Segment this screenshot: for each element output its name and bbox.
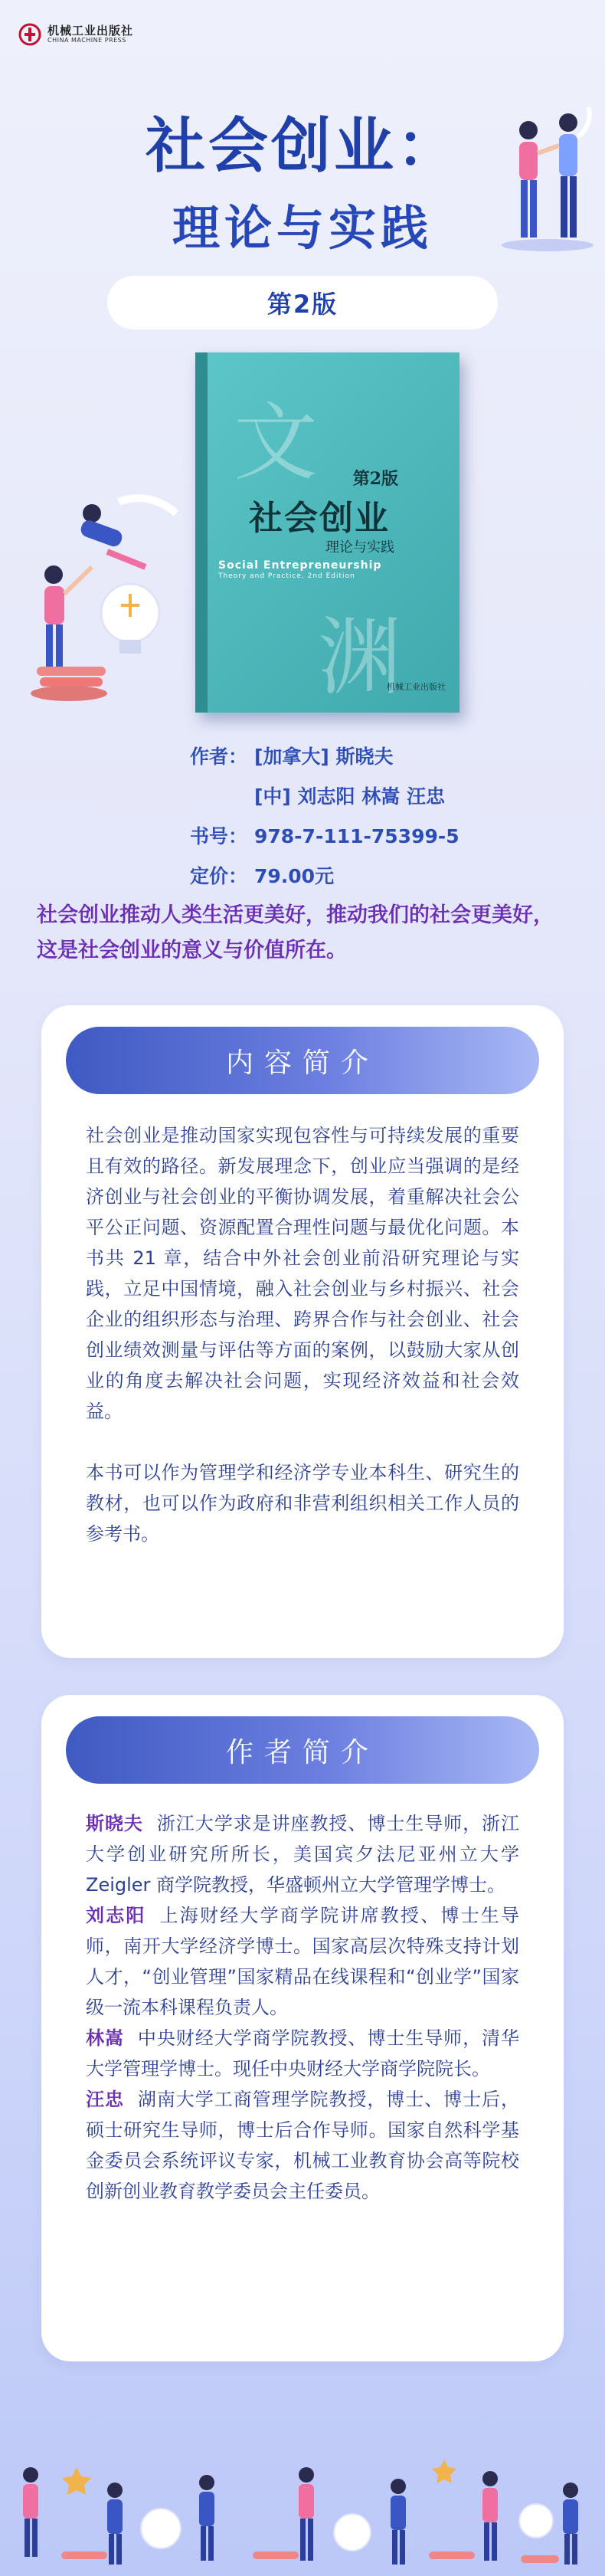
book-cover-publisher: 机械工业出版社 xyxy=(387,682,446,692)
author-bio-1: 斯晓夫 浙江大学求是讲座教授、博士生导师，浙江大学创业研究所所长，美国宾夕法尼亚州立大学 Zeigler 商学院教授，华盛顿州立大学管理学博士。 xyxy=(86,1813,520,1896)
book-cover-title: 社会创业 xyxy=(249,499,390,538)
authors-card xyxy=(41,1695,564,2361)
book-glyph-bottom: 渊 xyxy=(318,608,402,706)
author-name-1: 斯晓夫 xyxy=(86,1813,143,1834)
summary-heading: 内容简介 xyxy=(66,1027,539,1094)
author-row xyxy=(190,737,459,777)
authors-heading: 作者简介 xyxy=(66,1716,539,1784)
summary-body xyxy=(86,1120,519,1549)
author-line2: [中] 刘志阳 林嵩 汪忠 xyxy=(254,785,445,808)
book-glyph-top: 文 xyxy=(234,394,318,492)
edition-badge: 第2版 xyxy=(107,276,498,329)
summary-card xyxy=(41,1005,564,1658)
book-spine xyxy=(195,352,208,713)
publisher-name-en: CHINA MACHINE PRESS xyxy=(47,36,126,44)
book-cover-edition: 第2版 xyxy=(352,469,398,489)
author-bio-2: 刘志阳 上海财经大学商学院讲席教授、博士生导师，南开大学经济学博士。国家高层次特殊支持计划人才，“创业管理”国家精品在线课程和“创业学”国家级一流本科课程负责人。 xyxy=(86,1905,520,2018)
price-value: 79.00元 xyxy=(254,865,335,887)
publisher-name-cn: 机械工业出版社 xyxy=(47,24,134,38)
price-label: 定价： xyxy=(190,865,248,887)
summary-paragraph-1: 社会创业是推动国家实现包容性与可持续发展的重要且有效的路径。新发展理念下，创业应当强调的是经济创业与社会创业的平衡协调发展，着重解决社会公平公正问题、资源配置合理性问题与最优化问题。本书共 21 章，结合中外社会创业前沿研究理论与实践，立足中国情境，融入社会创业与乡村振兴、社会企业的组织形态与治理、跨界合作与社会创业、社会创业绩效测量与评估等方面的案例，以鼓励大家从创业的角度去解决社会问题，实现经济效益和社会效益。 xyxy=(86,1125,519,1422)
page-title-line2: 理论与实践 xyxy=(172,200,433,256)
publisher-logo xyxy=(18,23,133,46)
tagline: 社会创业推动人类生活更美好，推动我们的社会更美好，这是社会创业的意义与价值所在。 xyxy=(37,903,554,962)
author-bio-3: 林嵩 中央财经大学商学院教授、博士生导师，清华大学管理学博士。现任中央财经大学商学院院长。 xyxy=(86,2027,519,2079)
summary-paragraph-2: 本书可以作为管理学和经济学专业本科生、研究生的教材，也可以作为政府和非营利组织相关工作人员的参考书。 xyxy=(86,1462,519,1545)
people-illustration-left xyxy=(15,483,191,705)
isbn-row xyxy=(190,817,459,857)
author-line1: [加拿大] 斯晓夫 xyxy=(254,746,394,768)
page-title-line1: 社会创业： xyxy=(145,112,459,181)
publisher-emblem-icon xyxy=(18,23,41,46)
author-bio-4: 汪忠 湖南大学工商管理学院教授，博士、博士后，硕士研究生导师，博士后合作导师。国家自然科学基金委员会系统评议专家，机械工业教育协会高等院校创新创业教育教学委员会主任委员。 xyxy=(86,2089,519,2202)
price-row xyxy=(190,857,459,896)
author-label: 作者： xyxy=(190,746,248,768)
people-illustration-bottom xyxy=(0,2444,605,2576)
authors-body xyxy=(86,1808,519,2207)
author-name-3: 林嵩 xyxy=(86,2027,124,2049)
author-name-4: 汪忠 xyxy=(86,2089,124,2110)
author-name-2: 刘志阳 xyxy=(86,1905,146,1926)
isbn-label: 书号： xyxy=(190,825,248,847)
book-cover-subtitle: 理论与实践 xyxy=(325,539,394,556)
book-cover-english: Social Entrepreneurship Theory and Practice, 2nd Edition xyxy=(218,559,382,580)
book-cover xyxy=(195,352,459,713)
book-meta xyxy=(190,737,459,896)
isbn-value: 978-7-111-75399-5 xyxy=(254,825,459,847)
